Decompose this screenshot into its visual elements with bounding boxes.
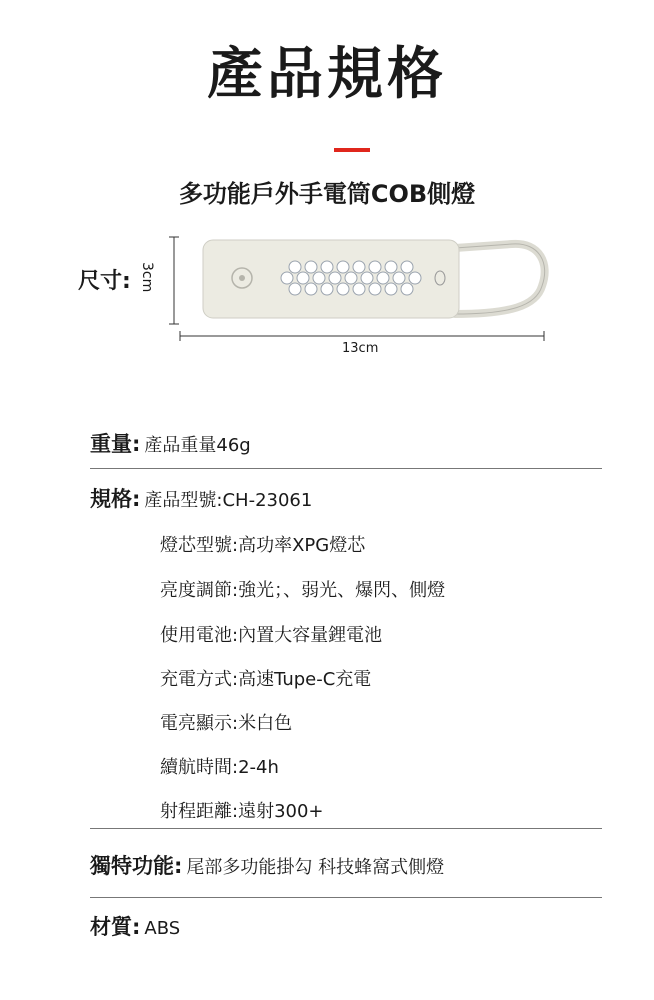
spec-row <box>90 483 312 513</box>
weight-row <box>90 428 251 458</box>
material-row <box>90 911 180 941</box>
spec-item: 亮度調節:強光；、弱光、爆閃、側燈 <box>160 580 446 601</box>
spec-item: 續航時間:2-4h <box>160 757 279 778</box>
material-value: ABS <box>144 918 181 939</box>
flashlight-image <box>200 234 550 324</box>
size-label: 尺寸: <box>78 269 131 294</box>
spec-value: 產品型號:CH-23061 <box>144 490 313 511</box>
weight-value: 產品重量46g <box>144 435 251 456</box>
feature-key: 獨特功能: <box>90 854 183 878</box>
spec-item: 電亮顯示:米白色 <box>160 713 293 734</box>
divider <box>90 468 602 469</box>
product-name: 多功能戶外手電筒COB側燈 <box>178 180 476 208</box>
width-dimension: 13cm <box>342 341 379 356</box>
divider <box>90 828 602 829</box>
spec-item: 使用電池:內置大容量鋰電池 <box>160 625 383 646</box>
spec-item: 射程距離:遠射300+ <box>160 801 324 822</box>
spec-key: 規格: <box>90 487 141 511</box>
weight-key: 重量: <box>90 432 141 456</box>
height-dimension: 3cm <box>139 262 155 293</box>
feature-value: 尾部多功能掛勾 科技蜂窩式側燈 <box>186 857 445 878</box>
material-key: 材質: <box>90 915 141 939</box>
spec-item: 燈芯型號:高功率XPG燈芯 <box>160 535 366 556</box>
divider <box>90 897 602 898</box>
feature-row <box>90 850 444 880</box>
page-title: 產品規格 <box>207 42 447 107</box>
title-accent-line <box>334 148 370 152</box>
spec-item: 充電方式:高速Tupe-C充電 <box>160 669 372 690</box>
